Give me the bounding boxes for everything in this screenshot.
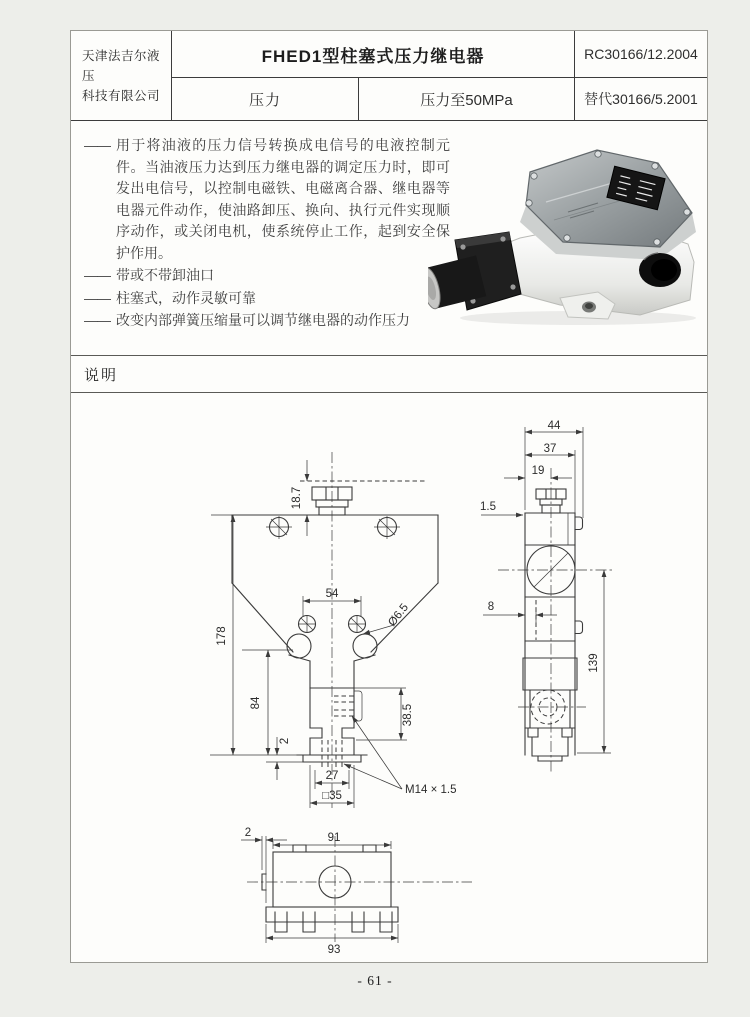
bullet-dash-icon: —— [84, 289, 110, 306]
dimension-drawing [71, 392, 707, 961]
feature-text: 改变内部弹簧压缩量可以调节继电器的动作压力 [116, 312, 410, 328]
company-line2: 科技有限公司 [82, 88, 161, 103]
dim-139: 139 [588, 653, 600, 673]
product-title: FHED1型柱塞式压力继电器 [172, 31, 575, 78]
supersedes-number: 替代30166/5.2001 [584, 91, 698, 107]
dim-84: 84 [250, 696, 262, 710]
dim-8: 8 [487, 601, 495, 613]
dim-2-bottom: 2 [244, 827, 252, 839]
feature-item [84, 288, 458, 310]
dim-91: 91 [327, 832, 341, 844]
dim-44: 44 [547, 420, 561, 432]
product-photo [428, 140, 710, 326]
dim-27: 27 [325, 770, 339, 782]
pressure-range: 压力至50MPa [359, 78, 575, 120]
bullet-dash-icon: —— [84, 137, 110, 153]
datasheet-page [70, 30, 708, 963]
company-line1: 天津法吉尔液压 [82, 48, 161, 83]
feature-item [84, 310, 458, 332]
feature-list [84, 135, 458, 333]
feature-text: 用于将油液的压力信号转换成电信号的电液控制元件。当油液压力达到压力继电器的调定压力时，即可发出电信号，以控制电磁铁、电磁离合器、继电器等电器元件动作，使油路卸压、换向、执行元件实现顺序动作，或关闭电机，使系统停止工作，起到安全保护作用。 [116, 137, 450, 261]
bullet-dash-icon: —— [84, 267, 110, 283]
bullet-dash-icon: —— [84, 312, 110, 328]
front-view [210, 452, 456, 808]
dim-hole-dia: Ø6.5 [386, 601, 412, 629]
feature-text: 柱塞式，动作灵敏可靠 [116, 289, 256, 306]
pressure-relay-device [428, 150, 696, 325]
dim-2-front: 2 [279, 737, 291, 745]
dim-19: 19 [531, 465, 545, 477]
dim-37: 37 [543, 443, 557, 455]
dim-38-5: 38.5 [402, 703, 414, 727]
dim-93: 93 [327, 944, 341, 956]
doc-number: RC30166/12.2004 [575, 31, 707, 78]
section-description-row [71, 355, 707, 393]
thread-spec: M14 × 1.5 [405, 784, 457, 796]
dim-1-5: 1.5 [480, 501, 496, 513]
header-table [71, 31, 707, 121]
section-label: 说明 [84, 366, 119, 384]
company-name [71, 31, 172, 120]
feature-text: 带或不带卸油口 [116, 267, 214, 283]
feature-item [84, 135, 458, 264]
dim-square-35: □35 [322, 790, 342, 802]
feature-item [84, 265, 458, 287]
dim-178: 178 [216, 626, 228, 646]
page-number: - 61 - [357, 973, 393, 988]
category-label: 压力 [172, 78, 359, 120]
dim-54: 54 [325, 588, 339, 600]
dim-18-7: 18.7 [291, 486, 303, 510]
bottom-view [241, 827, 472, 956]
side-view [480, 420, 612, 772]
